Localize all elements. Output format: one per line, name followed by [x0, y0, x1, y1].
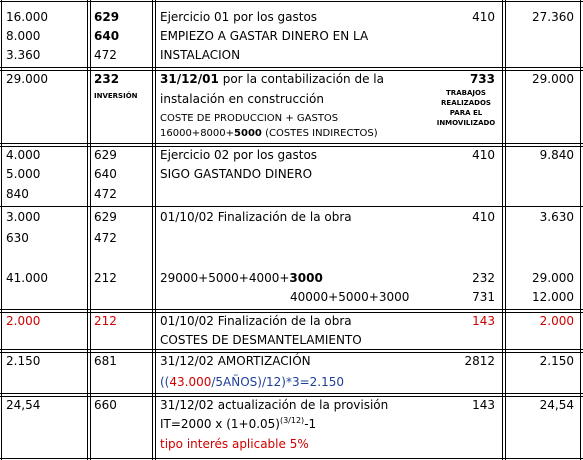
credit-account: 410 — [472, 210, 495, 224]
debit-amount: 2.150 — [6, 354, 41, 368]
account-code: 629 — [94, 148, 117, 162]
formula-part: 29000+5000+4000+ — [160, 271, 290, 285]
concept-formula: 40000+5000+3000 — [290, 290, 410, 304]
credit-account-note: TRABAJOS — [446, 89, 486, 97]
concept-text — [160, 72, 384, 86]
credit-amount: 27.360 — [532, 10, 574, 24]
formula-exponent: (3/12) — [279, 416, 305, 425]
concept-text: Ejercicio 02 por los gastos — [160, 148, 318, 162]
credit-amount: 2.150 — [539, 354, 574, 368]
account-code: 629 — [94, 10, 120, 24]
credit-account: 410 — [472, 10, 495, 24]
formula-part: (COSTES INDIRECTOS) — [265, 128, 378, 139]
credit-account: 2812 — [464, 354, 495, 368]
concept-formula — [160, 417, 316, 431]
concept-text: 31/12/02 actualización de la provisión — [160, 398, 389, 412]
credit-account: 143 — [472, 398, 495, 412]
debit-amount: 840 — [6, 187, 29, 201]
formula-part: (( — [160, 375, 170, 389]
concept-text: 01/10/02 Finalización de la obra — [160, 314, 352, 328]
column-divider — [87, 0, 91, 460]
account-code: 472 — [94, 231, 117, 245]
debit-amount: 3.360 — [6, 48, 41, 62]
account-code: 212 — [94, 271, 117, 285]
credit-account-note: PARA EL — [449, 109, 483, 117]
debit-amount: 41.000 — [6, 271, 48, 285]
concept-text: instalación en construcción — [160, 92, 324, 106]
credit-account: 731 — [472, 290, 495, 304]
credit-amount: 12.000 — [532, 290, 574, 304]
concept-text: COSTES DE DESMANTELAMIENTO — [160, 333, 362, 347]
debit-amount: 630 — [6, 231, 29, 245]
debit-amount: 3.000 — [6, 210, 41, 224]
formula-part: 3000 — [289, 271, 323, 285]
concept-text: 01/10/02 Finalización de la obra — [160, 210, 352, 224]
concept-text: 31/12/02 AMORTIZACIÓN — [160, 354, 311, 368]
debit-amount: 4.000 — [6, 148, 41, 162]
credit-amount: 24,54 — [539, 398, 574, 412]
account-code: 660 — [94, 398, 117, 412]
account-code: 629 — [94, 210, 117, 224]
concept-formula — [160, 375, 344, 389]
credit-account-note: INMOVILIZADO — [436, 119, 496, 127]
concept-formula — [160, 127, 378, 141]
concept-rest: por la contabilización de la — [222, 72, 384, 86]
column-divider — [152, 0, 156, 460]
concept-text: INSTALACION — [160, 48, 241, 62]
column-divider — [580, 0, 581, 460]
account-note: INVERSIÓN — [94, 92, 138, 100]
formula-part: 5000 — [234, 128, 262, 139]
credit-account-note: REALIZADOS — [441, 99, 491, 107]
concept-text: SIGO GASTANDO DINERO — [160, 167, 313, 181]
debit-amount: 2.000 — [6, 314, 41, 328]
column-divider — [502, 0, 506, 460]
credit-amount: 9.840 — [539, 148, 574, 162]
concept-text: Ejercicio 01 por los gastos — [160, 10, 318, 24]
debit-amount: 16.000 — [6, 10, 48, 24]
account-code: 640 — [94, 167, 117, 181]
account-code: 681 — [94, 354, 117, 368]
column-divider — [1, 0, 2, 460]
credit-account: 232 — [472, 271, 495, 285]
formula-part: 16000+8000+ — [160, 128, 235, 139]
debit-amount: 29.000 — [6, 72, 48, 86]
formula-part: -1 — [304, 417, 317, 431]
account-code: 472 — [94, 48, 117, 62]
credit-amount: 3.630 — [539, 210, 574, 224]
credit-account: 733 — [469, 72, 495, 86]
concept-text: EMPIEZO A GASTAR DINERO EN LA — [160, 29, 369, 43]
concept-formula — [160, 271, 323, 285]
credit-amount: 29.000 — [532, 72, 574, 86]
concept-date: 31/12/01 — [160, 72, 219, 86]
credit-amount: 2.000 — [539, 314, 574, 328]
debit-amount: 24,54 — [6, 398, 41, 412]
credit-account: 143 — [472, 314, 495, 328]
formula-part: 43.000 — [169, 375, 212, 389]
concept-text: COSTE DE PRODUCCION + GASTOS — [160, 113, 339, 124]
debit-amount: 8.000 — [6, 29, 41, 43]
account-code: 232 — [94, 72, 120, 86]
credit-account: 410 — [472, 148, 495, 162]
account-code: 212 — [94, 314, 117, 328]
debit-amount: 5.000 — [6, 167, 41, 181]
credit-amount: 29.000 — [532, 271, 574, 285]
rate-note: tipo interés aplicable 5% — [160, 437, 309, 451]
account-code: 640 — [94, 29, 120, 43]
formula-part: IT=2000 x (1+0.05) — [160, 417, 280, 431]
account-code: 472 — [94, 187, 117, 201]
formula-part: /5AÑOS)/12)*3=2.150 — [211, 375, 345, 389]
